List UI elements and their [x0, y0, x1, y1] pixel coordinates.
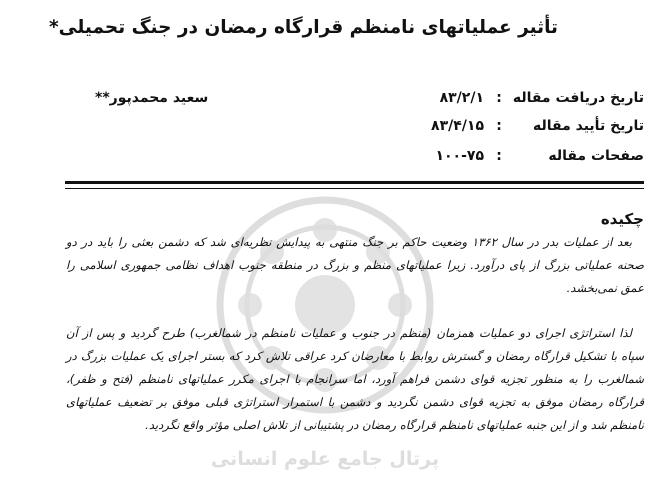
- meta-received-row: [440, 86, 644, 110]
- meta-separator: :: [496, 90, 502, 106]
- article-title: تأثیر عملیاتهای نامنظم قرارگاه رمضان در جنگ تحمیلی*: [48, 17, 558, 38]
- meta-label: تاریخ دریافت مقاله: [512, 90, 644, 106]
- meta-pages-row: [435, 144, 644, 168]
- watermark-caption: پرتال جامع علوم انسانی: [210, 448, 440, 470]
- abstract-heading: چکیده: [600, 210, 644, 228]
- meta-separator: :: [496, 148, 502, 164]
- meta-separator: :: [496, 118, 502, 134]
- meta-value: ۱۰۰-۷۵: [435, 148, 484, 164]
- meta-label: تاریخ تأیید مقاله: [533, 118, 644, 134]
- author-name: سعید محمدپور**: [95, 90, 209, 106]
- meta-label: صفحات مقاله: [548, 148, 644, 164]
- header-divider-thick: [65, 181, 644, 184]
- header-divider-thin: [65, 188, 644, 189]
- abstract-paragraph: لذا استراتژی اجرای دو عملیات همزمان (منظم در جنوب و عملیات نامنظم در شمالغرب) طرح گردید و پس از آن سپاه با تشکیل قرارگاه رمضان و گسترش روابط با معارضان کرد عراقی تلاش کرد که بستر اجرای یک عملیات بزرگ در شمالغرب را به منظور تجزیه قوای دشمن فراهم آورد، اما سرانجام با اجرای مکرر عملیاتهای نامنظم (فتح و ظفر)، قرارگاه رمضان موفق به تجزیه قوای دشمن نگردید و دشمن با استمرار استراتژی قبلی موفق بر تضعیف عملیاتهای نامنظم شد و از این جنبه عملیاتهای نامنظم قرارگاه رمضان در پشتیبانی از تلاش اصلی مؤثر واقع نگردید.: [66, 326, 644, 432]
- abstract-paragraph: بعد از عملیات بدر در سال ۱۳۶۲ وضعیت حاکم بر جنگ منتهی به پیدایش نظریه‌ای شد که دشمن بعثی را باید در دو صحنه عملیاتی بزرگ از پای درآورد. زیرا عملیاتهای منظم و بزرگ در منطقه جنوب اهداف نظامی جمهوری اسلامی را عمق نمی‌بخشد.: [66, 235, 644, 295]
- meta-accepted-row: [431, 114, 644, 138]
- meta-value: ۸۳/۲/۱: [439, 90, 484, 106]
- meta-value: ۸۳/۴/۱۵: [431, 118, 484, 134]
